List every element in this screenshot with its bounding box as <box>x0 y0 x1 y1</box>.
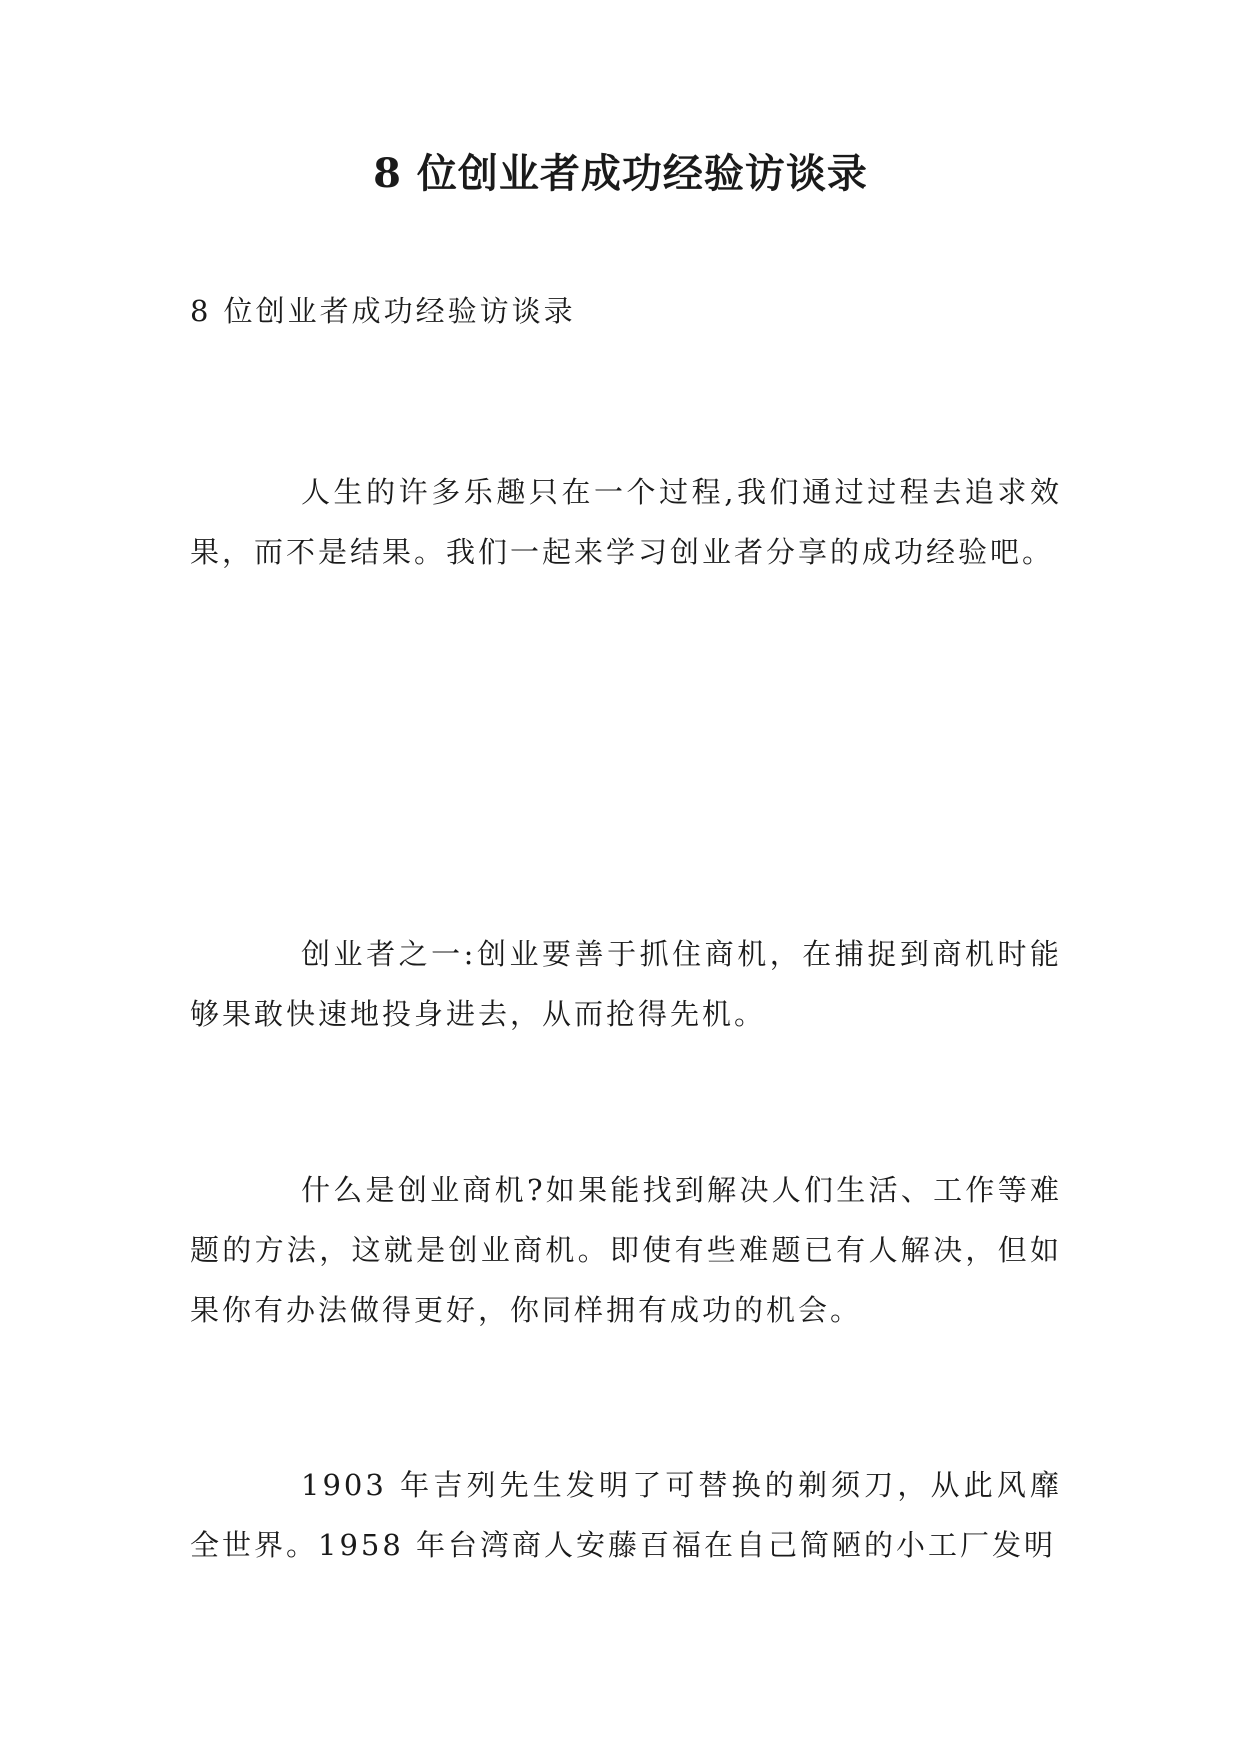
document-subtitle: 8 位创业者成功经验访谈录 <box>190 294 576 328</box>
document-title: 8 位创业者成功经验访谈录 <box>373 150 868 197</box>
paragraph: 1903 年吉列先生发明了可替换的剃须刀，从此风靡全世界。1958 年台湾商人安藤百福在自己简陋的小工厂发明 <box>190 1468 1062 1562</box>
paragraph: 人生的许多乐趣只在一个过程,我们通过过程去追求效果，而不是结果。我们一起来学习创业者分享的成功经验吧。 <box>190 475 1062 569</box>
paragraph: 创业者之一:创业要善于抓住商机，在捕捉到商机时能够果敢快速地投身进去，从而抢得先机。 <box>190 937 1062 1031</box>
paragraph: 什么是创业商机?如果能找到解决人们生活、工作等难题的方法，这就是创业商机。即使有些难题已有人解决，但如果你有办法做得更好，你同样拥有成功的机会。 <box>190 1173 1062 1327</box>
